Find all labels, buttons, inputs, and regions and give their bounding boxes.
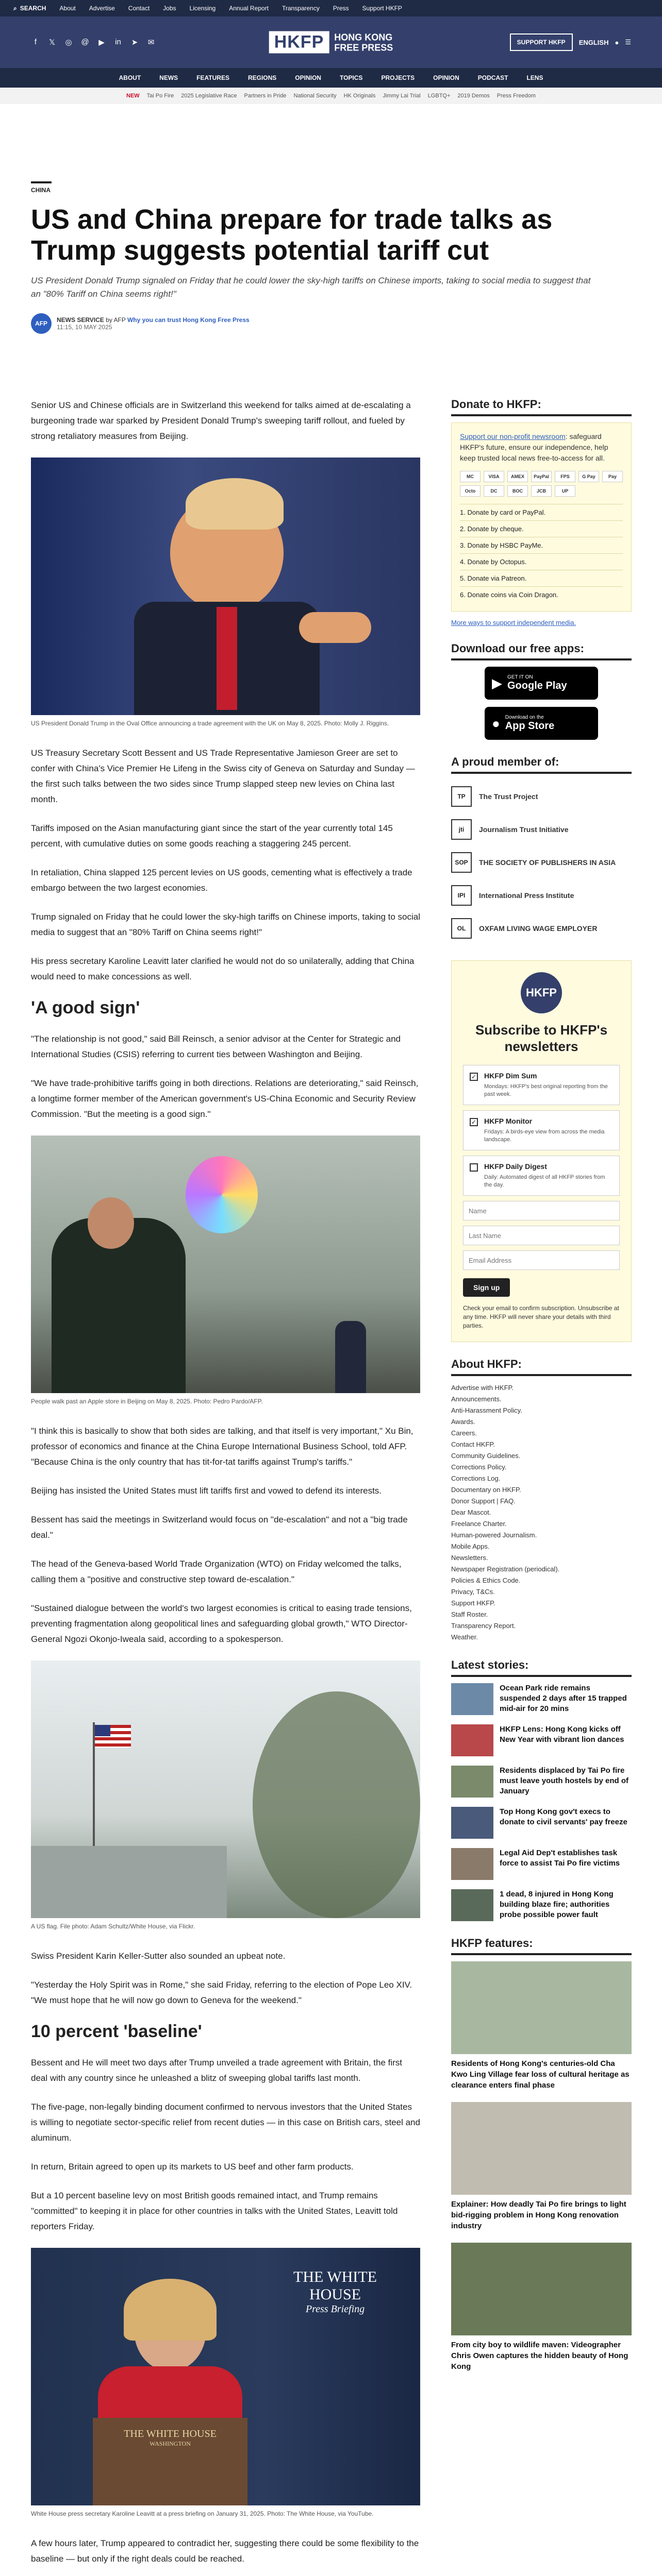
youtube-icon[interactable]: ▶ [98,38,105,47]
paragraph: Beijing has insisted the United States must lift tariffs first and vowed to defend its interests. [31,1486,382,1496]
last-name-input[interactable]: Last Name [463,1226,620,1245]
story-thumbnail [451,1683,493,1715]
publish-date: 11:15, 10 MAY 2025 [57,324,112,331]
about-link[interactable]: Anti-Harassment Policy. [451,1406,522,1414]
paragraph: Tariffs imposed on the Asian manufacturing giant since the start of the year currently total 145 percent, with cumulative duties on some goods reaching a staggering 245 percent. [31,823,393,849]
menu-icon[interactable]: ☰ [625,38,631,46]
nav-item-opinion[interactable]: OPINION [295,74,321,81]
about-link[interactable]: Newspaper Registration (periodical). [451,1565,560,1573]
topbar-link-transparency[interactable]: Transparency [282,5,320,12]
google-pay-icon: G Pay [578,471,599,482]
donate-options [460,504,623,603]
apple-pay-icon: Pay [602,471,623,482]
donate-option[interactable]: 2. Donate by cheque. [460,520,623,537]
about-link[interactable]: Weather. [451,1633,478,1641]
nav-item-projects[interactable]: PROJECTS [381,74,415,81]
paragraph: The head of the Geneva-based World Trade Organization (WTO) on Friday welcomed the talks, calling them a "positive and constructive step toward de-escalation." [31,1559,402,1584]
donate-option[interactable]: 1. Donate by card or PayPal. [460,504,623,520]
about-link[interactable]: Announcements. [451,1395,502,1403]
more-ways-link[interactable]: More ways to support independent media. [451,619,576,626]
paypal-icon: PayPal [531,471,552,482]
newsletter-option[interactable]: HKFP Daily Digest Daily: Automated digest of all HKFP stories from the day. [463,1156,620,1196]
google-play-icon: ▶ [492,675,502,691]
about-link[interactable]: Freelance Charter. [451,1520,507,1528]
trending-item[interactable]: National Security [293,93,337,99]
paragraph: His press secretary Karoline Leavitt later clarified he would not do so unilaterally, adding that China would need to make concessions as well. [31,956,415,981]
about-link[interactable]: Staff Roster. [451,1611,488,1618]
topbar-link-advertise[interactable]: Advertise [89,5,115,12]
photo-caption: People walk past an Apple store in Beijing on May 8, 2025. Photo: Pedro Pardo/AFP. [31,1398,263,1405]
members-title: A proud member of: [451,755,632,774]
email-icon[interactable]: ✉ [147,38,155,47]
about-link[interactable]: Corrections Policy. [451,1463,507,1471]
trending-item[interactable]: Press Freedom [496,93,536,99]
payment-icons [460,471,623,497]
instagram-icon[interactable]: ◎ [65,38,72,47]
app-store-badge[interactable]: ● Download on the App Store [485,707,598,740]
social-links [31,38,156,47]
checkbox[interactable] [470,1163,478,1172]
name-input[interactable]: Name [463,1201,620,1221]
nav-item-podcast[interactable]: PODCAST [477,74,508,81]
paragraph: In retaliation, China slapped 125 percent levies on US goods, cementing what is effectively a trade embargo between the two largest economies. [31,868,412,893]
latest-story[interactable]: Legal Aid Dep't establishes task force to assist Tai Po fire victims [451,1848,632,1880]
latest-title: Latest stories: [451,1658,632,1677]
paragraph: "Sustained dialogue between the world's two largest economies is critical to easing trade tensions, preventing fragmentation along geopolitical lines and safeguarding global growth," WTO Director-General Ngozi Okonjo-Iweala said, according to a spokesperson. [31,1603,412,1644]
nav-item-regions[interactable]: REGIONS [247,74,277,81]
signup-button[interactable]: Sign up [463,1278,510,1297]
latest-story[interactable]: Residents displaced by Tai Po fire must leave youth hostels by end of January [451,1766,632,1798]
story-thumbnail [451,1889,493,1921]
about-link[interactable]: Documentary on HKFP. [451,1486,521,1494]
photo-us-flag [31,1660,420,1918]
about-link[interactable]: Newsletters. [451,1554,488,1562]
newsletter-badge: HKFP [521,972,562,1013]
about-link[interactable]: Privacy, T&Cs. [451,1588,495,1596]
trending-item[interactable]: LGBTQ+ [427,93,451,99]
about-link[interactable]: Policies & Ethics Code. [451,1577,521,1584]
story-thumbnail [451,1766,493,1798]
checkbox[interactable]: ✓ [470,1118,478,1126]
subheading: 10 percent 'baseline' [31,2022,202,2041]
site-header [0,16,662,68]
sidebar [451,398,632,2383]
newsletter-option[interactable]: ✓ HKFP Monitor Fridays: A birds-eye view from across the media landscape. [463,1110,620,1150]
about-link[interactable]: Careers. [451,1429,477,1437]
paragraph: "We have trade-prohibitive tariffs going in both directions. Relations are deteriorating," said Reinsch, a longtime former member of the American government's US-China Economic and Security Review Commission. "But the meeting is a good sign." [31,1078,419,1119]
google-news-link[interactable]: Why you can trust Hong Kong Free Press [127,316,250,324]
donate-box [451,422,632,612]
byline-source: NEWS SERVICE [57,316,104,324]
trending-item[interactable]: 2025 Legislative Race [181,93,237,99]
paragraph: Senior US and Chinese officials are in Switzerland this weekend for talks aimed at de-escalating a burgeoning trade war sparked by President Donald Trump's sweeping tariff rollout, and fueled by strong retaliatory measures from Beijing. [31,400,411,441]
nav-item-opinion-2[interactable]: OPINION [433,74,459,81]
apps-title: Download our free apps: [451,642,632,660]
member-sopa[interactable]: SOP THE SOCIETY OF PUBLISHERS IN ASIA [451,846,632,879]
about-link[interactable]: Human-powered Journalism. [451,1531,537,1539]
trending-item[interactable]: Tai Po Fire [146,93,174,99]
topbar-link-support[interactable]: Support HKFP [362,5,402,12]
checkbox[interactable]: ✓ [470,1073,478,1081]
logo-mark: HKFP [269,31,329,54]
paragraph: "Yesterday the Holy Spirit was in Rome," she said Friday, referring to the election of Pope Leo XIV. "We must hope that he will now go down to Geneva for the weekend." [31,1980,412,2005]
about-title: About HKFP: [451,1358,632,1376]
trending-item[interactable]: 2019 Demos [457,93,490,99]
about-list [451,1382,632,1643]
paragraph: US Treasury Secretary Scott Bessent and US Trade Representative Jamieson Greer are set to confer with China's Vice Premier He Lifeng in the Swiss city of Geneva on Saturday and Sunday — the first such talks between the two sides since Trump slapped steep new levies on China last month. [31,748,415,804]
newsletter-title: Subscribe to HKFP's newsletters [475,1022,608,1054]
photo-apple-store [31,1136,420,1393]
article-dek: US President Donald Trump signaled on Friday that he could lower the sky-high tariffs on Chinese imports, taking to social media to suggest that an "80% Tariff on China seems right!" [31,276,591,299]
member-trust-project[interactable]: TP The Trust Project [451,780,632,813]
unionpay-icon: UP [555,485,575,497]
apple-icon: ● [492,715,500,731]
article-body [31,398,420,2576]
briefing-sign: THE WHITE HOUSE Press Briefing [293,2268,377,2315]
paragraph: In return, Britain agreed to open up its markets to US beef and other farm products. [31,2162,354,2172]
paragraph: Swiss President Karin Keller-Sutter also sounded an upbeat note. [31,1951,286,1961]
podium: THE WHITE HOUSE WASHINGTON [93,2418,247,2505]
ad-space [0,104,662,181]
boc-icon: BOC [507,485,528,497]
feature-thumbnail [451,1961,632,2054]
nav-item-about[interactable]: ABOUT [119,74,141,81]
x-icon[interactable]: 𝕏 [48,38,56,47]
paragraph: A few hours later, Trump appeared to contradict her, suggesting there could be some flexibility to the baseline — but only if the right deals could be reached. [31,2538,419,2564]
paragraph: "I think this is basically to show that both sides are talking, and that itself is very important," Xu Bin, professor of economics and finance at the China Europe International Business School, told AFP. "Because China is the only country that has tit-for-tat tariffs against Trump's tariffs." [31,1426,413,1467]
story-thumbnail [451,1848,493,1880]
member-ipi[interactable]: IPI International Press Institute [451,879,632,912]
nav-item-lens[interactable]: LENS [526,74,543,81]
donate-option[interactable]: 4. Donate by Octopus. [460,553,623,570]
about-link[interactable]: Transparency Report. [451,1622,516,1630]
article-category[interactable]: CHINA [31,181,52,194]
linkedin-icon[interactable]: in [115,38,121,46]
article-title: US and China prepare for trade talks as Trump suggests potential tariff cut [31,204,553,266]
about-link[interactable]: Mobile Apps. [451,1543,490,1550]
donate-option[interactable]: 6. Donate coins via Coin Dragon. [460,586,623,603]
member-jti[interactable]: jti Journalism Trust Initiative [451,813,632,846]
photo-caption: US President Donald Trump in the Oval Office announcing a trade agreement with the UK on May 8, 2025. Photo: Molly J. Riggins. [31,720,389,727]
trending-item[interactable]: HK Originals [343,93,376,99]
latest-story[interactable]: HKFP Lens: Hong Kong kicks off New Year with vibrant lion dances [451,1724,632,1756]
topbar-link-about[interactable]: About [59,5,76,12]
topbar-link-contact[interactable]: Contact [128,5,150,12]
topbar-link-jobs[interactable]: Jobs [163,5,176,12]
about-link[interactable]: Support HKFP. [451,1599,495,1607]
member-oxfam[interactable]: OL OXFAM LIVING WAGE EMPLOYER [451,912,632,945]
about-link[interactable]: Contact HKFP. [451,1440,495,1448]
topbar-link-licensing[interactable]: Licensing [189,5,216,12]
top-utility-bar [0,0,662,16]
site-logo[interactable] [269,31,393,54]
fps-icon: FPS [555,471,575,482]
about-link[interactable]: Dear Mascot. [451,1509,491,1516]
photo-trump-oval-office [31,457,420,715]
feature-thumbnail [451,2102,632,2195]
topbar-link-annual-report[interactable]: Annual Report [229,5,269,12]
feature-thumbnail [451,2243,632,2335]
google-play-badge[interactable]: ▶ GET IT ON Google Play [485,667,598,700]
diners-icon: DC [484,485,504,497]
byline [31,313,631,334]
trending-new-label: NEW [126,93,140,99]
paragraph: Bessent and He will meet two days after Trump unveiled a trade agreement with Britain, the first deal with any country since he unleashed a blitz of sweeping global tariffs last month. [31,2058,403,2083]
article-header [0,181,662,398]
threads-icon[interactable]: @ [81,38,89,46]
donate-link[interactable]: Support our non-profit newsroom [460,432,566,440]
newsletter-box [451,960,632,1342]
photo-caption: White House press secretary Karoline Leavitt at a press briefing on January 31, 2025. Photo: The White House, via YouTube. [31,2510,374,2517]
paragraph: But a 10 percent baseline levy on most British goods remained intact, and Trump remains "committed" to keeping it in place for other countries in talks with the United States, Leavitt told reporters Friday. [31,2191,398,2231]
paragraph: "The relationship is not good," said Bill Reinsch, a senior advisor at the Center for Strategic and International Studies (CSIS) referring to current ties between Washington and Beijing. [31,1034,401,1059]
jcb-icon: JCB [531,485,552,497]
latest-story[interactable]: Top Hong Kong gov't execs to donate to civil servants' pay freeze [451,1807,632,1839]
photo-caption: A US flag. File photo: Adam Schultz/White House, via Flickr. [31,1923,195,1930]
byline-agency[interactable]: by AFP [106,316,126,324]
logo-name: HONG KONG FREE PRESS [334,32,393,53]
donate-lead: Support our non-profit newsroom: safeguard HKFP's future, ensure our independence, help keep trusted local news free-to-access for all. [460,432,608,462]
author-avatar: AFP [31,313,52,334]
mastercard-icon: MC [460,471,481,482]
search-icon: ⌕ [13,4,17,12]
feature-story[interactable]: Explainer: How deadly Tai Po fire brings to light bid-rigging problem in Hong Kong renovation industry [451,2102,632,2231]
latest-story[interactable]: 1 dead, 8 injured in Hong Kong building blaze fire; authorities probe possible power fault [451,1889,632,1921]
topbar-link-press[interactable]: Press [333,5,349,12]
about-link[interactable]: Community Guidelines. [451,1452,521,1460]
trending-bar [0,88,662,104]
email-input[interactable]: Email Address [463,1250,620,1270]
octopus-icon: Octo [460,485,481,497]
feature-story[interactable]: Residents of Hong Kong's centuries-old Cha Kwo Ling Village fear loss of cultural heritage as clearance enters final phase [451,1961,632,2091]
donate-option[interactable]: 3. Donate by HSBC PayMe. [460,537,623,553]
support-button[interactable]: SUPPORT HKFP [510,33,573,51]
trending-item[interactable]: Jimmy Lai Trial [383,93,421,99]
about-link[interactable]: Donor Support | FAQ. [451,1497,516,1505]
newsletter-option[interactable]: ✓ HKFP Dim Sum Mondays: HKFP's best original reporting from the past week. [463,1065,620,1105]
nav-item-topics[interactable]: TOPICS [339,74,363,81]
user-icon[interactable]: ● [615,38,619,46]
nav-item-features[interactable]: FEATURES [196,74,229,81]
search-button[interactable]: ⌕ SEARCH [13,4,46,12]
paragraph: Bessent has said the meetings in Switzerland would focus on "de-escalation" and not a "big trade deal." [31,1515,408,1540]
subheading: 'A good sign' [31,998,140,1018]
about-link[interactable]: Awards. [451,1418,475,1426]
main-nav [0,68,662,88]
facebook-icon[interactable]: f [34,38,37,46]
photo-white-house-briefing [31,2248,420,2505]
nav-item-news[interactable]: NEWS [159,74,178,81]
story-thumbnail [451,1807,493,1839]
latest-story[interactable]: Ocean Park ride remains suspended 2 days after 15 trapped mid-air for 20 mins [451,1683,632,1715]
visa-icon: VISA [484,471,504,482]
telegram-icon[interactable]: ➤ [131,38,138,47]
about-link[interactable]: Corrections Log. [451,1475,501,1482]
trending-item[interactable]: Partners in Pride [244,93,287,99]
features-title: HKFP features: [451,1937,632,1955]
amex-icon: AMEX [507,471,528,482]
newsletter-note: Check your email to confirm subscription. Unsubscribe at any time. HKFP will never share your details with third parties. [463,1304,619,1329]
about-link[interactable]: Advertise with HKFP. [451,1384,514,1392]
story-thumbnail [451,1724,493,1756]
language-switch[interactable]: ENGLISH [578,38,609,46]
paragraph: The five-page, non-legally binding document confirmed to nervous investors that the United States is willing to negotiate sector-specific relief from recent duties — in this case on British cars, steel and aluminum. [31,2102,420,2143]
feature-story[interactable]: From city boy to wildlife maven: Videographer Chris Owen captures the hidden beauty of Hong Kong [451,2243,632,2372]
donate-option[interactable]: 5. Donate via Patreon. [460,570,623,586]
donate-title: Donate to HKFP: [451,398,632,416]
paragraph: Trump signaled on Friday that he could lower the sky-high tariffs on Chinese imports, taking to social media to suggest that an "80% Tariff on China seems right!" [31,912,420,937]
